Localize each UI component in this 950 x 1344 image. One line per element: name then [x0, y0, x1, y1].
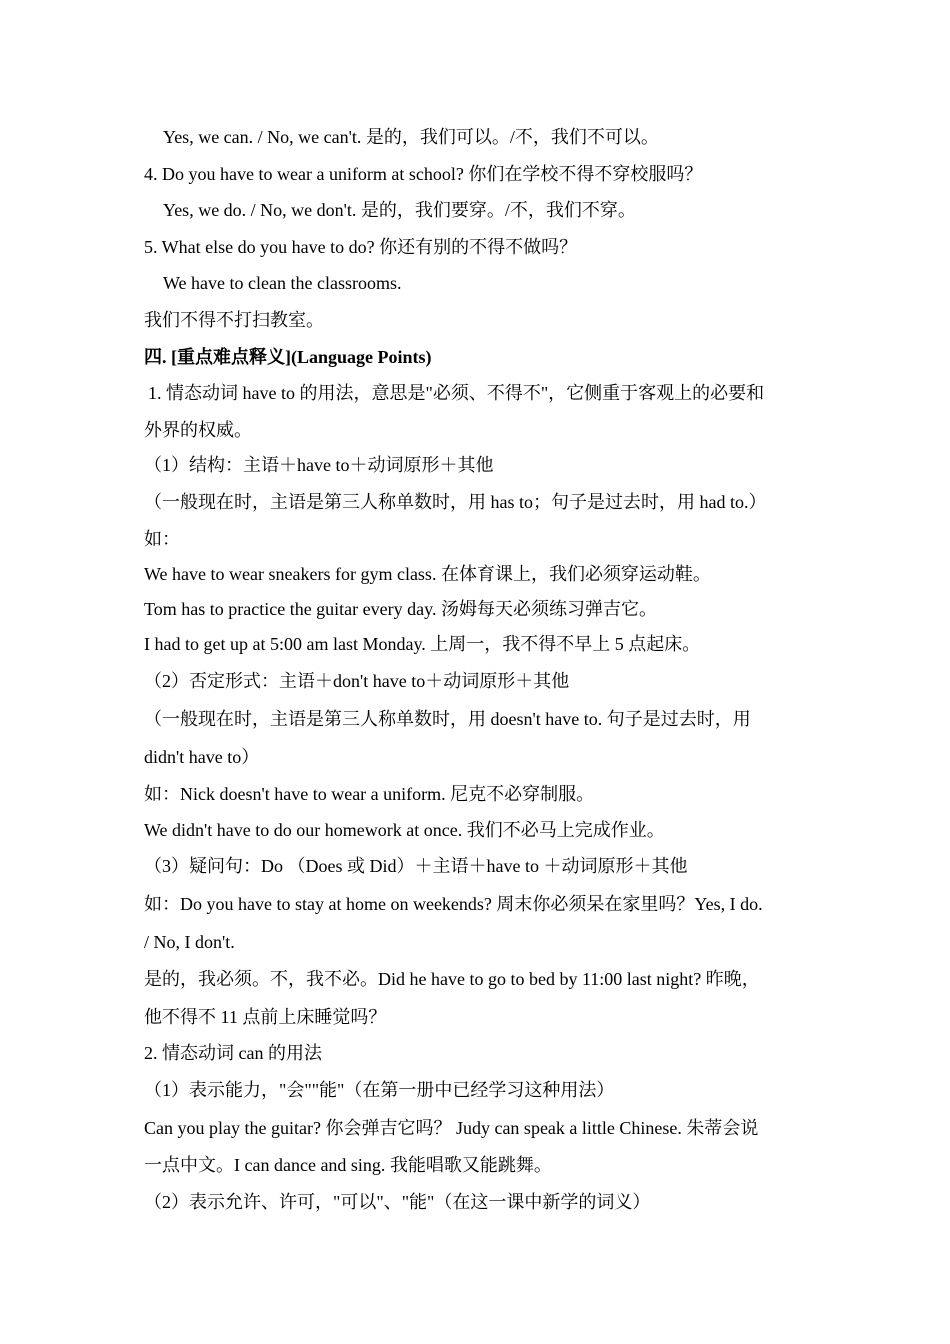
text-line: 2. 情态动词 can 的用法 [144, 1043, 322, 1063]
text-line: Can you play the guitar? 你会弹吉它吗？ Judy can speak a little Chinese. 朱蒂会说 [144, 1118, 759, 1138]
text-line: 4. Do you have to wear a uniform at school? 你们在学校不得不穿校服吗？ [144, 164, 703, 184]
text-line: （2）否定形式：主语＋don't have to＋动词原形＋其他 [144, 671, 570, 691]
text-line: 如：Do you have to stay at home on weekends? 周末你必须呆在家里吗？Yes, I do. [144, 894, 763, 914]
text-line: （3）疑问句：Do （Does 或 Did）＋主语＋have to ＋动词原形＋其他 [144, 856, 688, 876]
section-heading: 四. [重点难点释义](Language Points) [144, 347, 432, 367]
text-line: Yes, we do. / No, we don't. 是的，我们要穿。/不，我们不穿。 [163, 200, 636, 220]
text-line: 他不得不 11 点前上床睡觉吗？ [144, 1007, 387, 1027]
text-line: 1. 情态动词 have to 的用法，意思是"必须、不得不"，它侧重于客观上的必要和 [148, 383, 765, 403]
text-line: 5. What else do you have to do? 你还有别的不得不做吗？ [144, 237, 578, 257]
text-line: （一般现在时，主语是第三人称单数时，用 doesn't have to. 句子是过去时，用 [144, 709, 751, 729]
text-line: 如：Nick doesn't have to wear a uniform. 尼克不必穿制服。 [144, 784, 595, 804]
text-line: 外界的权威。 [144, 420, 252, 440]
text-line: I had to get up at 5:00 am last Monday. 上周一，我不得不早上 5 点起床。 [144, 634, 701, 654]
text-line: （2）表示允许、许可，"可以"、"能"（在这一课中新学的词义） [144, 1192, 651, 1212]
text-line: Yes, we can. / No, we can't. 是的，我们可以。/不，我们不可以。 [163, 127, 659, 147]
text-line: didn't have to） [144, 747, 260, 767]
text-line: （1）结构：主语＋have to＋动词原形＋其他 [144, 455, 494, 475]
text-line: （1）表示能力，"会""能"（在第一册中已经学习这种用法） [144, 1080, 615, 1100]
text-line: 如： [144, 529, 180, 549]
text-line: 我们不得不打扫教室。 [144, 310, 324, 330]
text-line: 一点中文。I can dance and sing. 我能唱歌又能跳舞。 [144, 1155, 552, 1175]
text-line: We have to clean the classrooms. [163, 273, 402, 293]
text-line: （一般现在时，主语是第三人称单数时，用 has to；句子是过去时，用 had to.） [144, 492, 767, 512]
text-line: We have to wear sneakers for gym class. 在体育课上，我们必须穿运动鞋。 [144, 564, 711, 584]
text-line: / No, I don't. [144, 932, 235, 952]
text-line: We didn't have to do our homework at once. 我们不必马上完成作业。 [144, 820, 665, 840]
text-line: 是的，我必须。不，我不必。Did he have to go to bed by 11:00 last night? 昨晚， [144, 969, 760, 989]
text-line: Tom has to practice the guitar every day. 汤姆每天必须练习弹吉它。 [144, 599, 657, 619]
